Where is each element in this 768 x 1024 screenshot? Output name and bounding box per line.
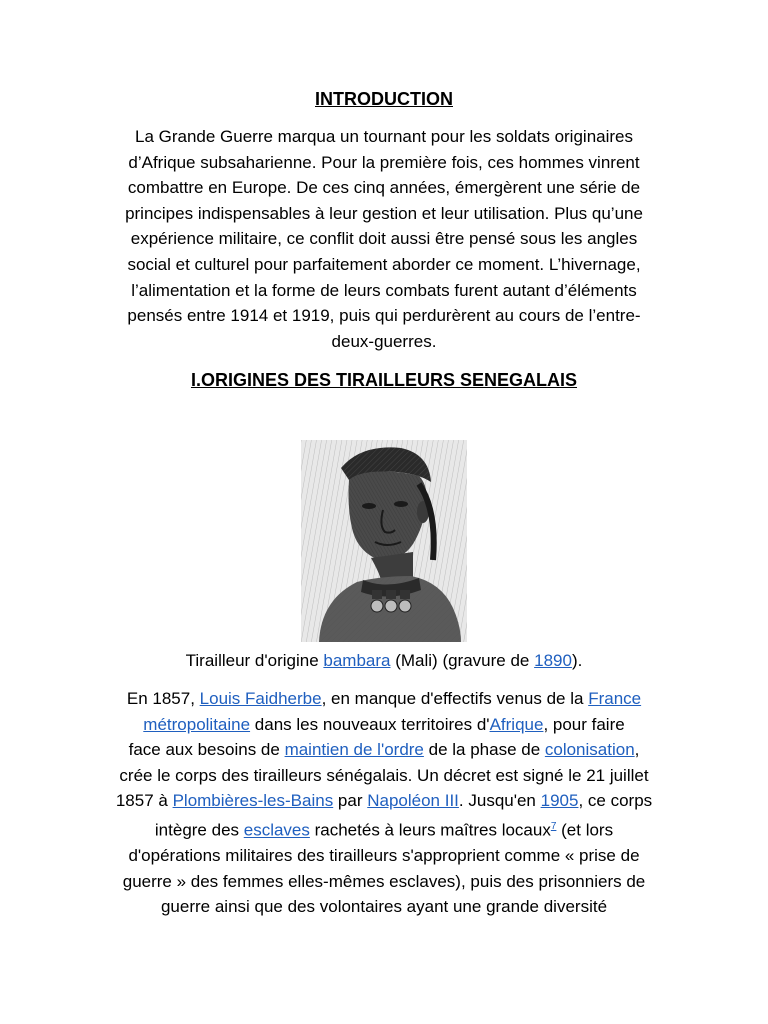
link-france[interactable]: France bbox=[588, 689, 642, 708]
text: , pour faire bbox=[543, 714, 625, 734]
paragraph-line: deux-guerres. bbox=[331, 331, 437, 351]
link-napoleon-iii[interactable]: Napoléon III bbox=[367, 791, 459, 811]
caption-text: Tirailleur d'origine bbox=[185, 651, 324, 670]
link-afrique[interactable]: Afrique bbox=[489, 714, 544, 734]
text: rachetés à leurs maîtres locaux bbox=[309, 820, 551, 840]
link-louis-faidherbe[interactable]: Louis Faidherbe bbox=[199, 689, 322, 708]
text: , bbox=[634, 740, 640, 760]
text: En 1857, bbox=[126, 689, 200, 708]
paragraph-line: d’Afrique subsaharienne. Pour la première fois, ces hommes vinrent bbox=[128, 152, 640, 172]
text: . Jusqu'en bbox=[458, 791, 541, 811]
paragraph-line: d'opérations militaires des tirailleurs s'approprient comme « prise de bbox=[128, 846, 640, 866]
paragraph-line: combattre en Europe. De ces cinq années, émergèrent une série de bbox=[127, 178, 641, 198]
figure-caption bbox=[0, 651, 768, 671]
text: intègre des bbox=[154, 820, 244, 840]
link-colonisation[interactable]: colonisation bbox=[544, 740, 635, 760]
paragraph-line: expérience militaire, ce conflit doit aussi être pensé sous les angles bbox=[130, 229, 638, 249]
caption-text: (Mali) (gravure de bbox=[390, 651, 535, 670]
text: de la phase de bbox=[423, 740, 545, 760]
paragraph-line: l’alimentation et la forme de leurs combats furent autant d’éléments bbox=[131, 280, 637, 300]
text: , ce corps bbox=[578, 791, 653, 811]
footnote-ref-7[interactable]: 7 bbox=[550, 820, 557, 832]
link-metropolitaine[interactable]: métropolitaine bbox=[143, 714, 251, 734]
body-paragraph bbox=[60, 686, 708, 920]
link-bambara[interactable]: bambara bbox=[323, 651, 391, 670]
introduction-paragraph bbox=[60, 124, 708, 354]
paragraph-line: principes indispensables à leur gestion et leur utilisation. Plus qu’une bbox=[125, 203, 643, 223]
text: par bbox=[333, 791, 368, 811]
paragraph-line: guerre » des femmes elles-mêmes esclaves), puis des prisonniers de bbox=[122, 871, 646, 891]
paragraph-line bbox=[60, 686, 708, 712]
paragraph-line: social et culturel pour parfaitement aborder ce moment. L’hivernage, bbox=[127, 254, 641, 274]
paragraph-line: pensés entre 1914 et 1919, puis qui perdurèrent au cours de l’entre- bbox=[127, 306, 641, 326]
paragraph-line: crée le corps des tirailleurs sénégalais. Un décret est signé le 21 juillet bbox=[119, 765, 649, 785]
link-maintien-de-lordre[interactable]: maintien de l'ordre bbox=[284, 740, 424, 760]
caption-text: ). bbox=[571, 651, 583, 670]
tirailleur-engraving-image bbox=[301, 440, 467, 642]
text: face aux besoins de bbox=[128, 740, 285, 760]
introduction-heading: INTRODUCTION bbox=[315, 89, 453, 109]
link-esclaves[interactable]: esclaves bbox=[243, 820, 310, 840]
section-heading-origines: I.ORIGINES DES TIRAILLEURS SENEGALAIS bbox=[190, 370, 578, 390]
text: , en manque d'effectifs venus de la bbox=[321, 689, 589, 708]
text: 1857 à bbox=[115, 791, 173, 811]
link-1905[interactable]: 1905 bbox=[540, 791, 579, 811]
paragraph-line bbox=[60, 737, 708, 763]
paragraph-line bbox=[60, 814, 708, 843]
paragraph-line: guerre ainsi que des volontaires ayant une grande diversité bbox=[160, 897, 608, 917]
text: (et lors bbox=[556, 820, 614, 840]
link-plombieres-les-bains[interactable]: Plombières-les-Bains bbox=[172, 791, 334, 811]
text: dans les nouveaux territoires d' bbox=[250, 714, 490, 734]
paragraph-line bbox=[60, 712, 708, 738]
link-1890[interactable]: 1890 bbox=[534, 651, 572, 670]
paragraph-line: La Grande Guerre marqua un tournant pour les soldats originaires bbox=[134, 127, 633, 146]
paragraph-line bbox=[60, 788, 708, 814]
